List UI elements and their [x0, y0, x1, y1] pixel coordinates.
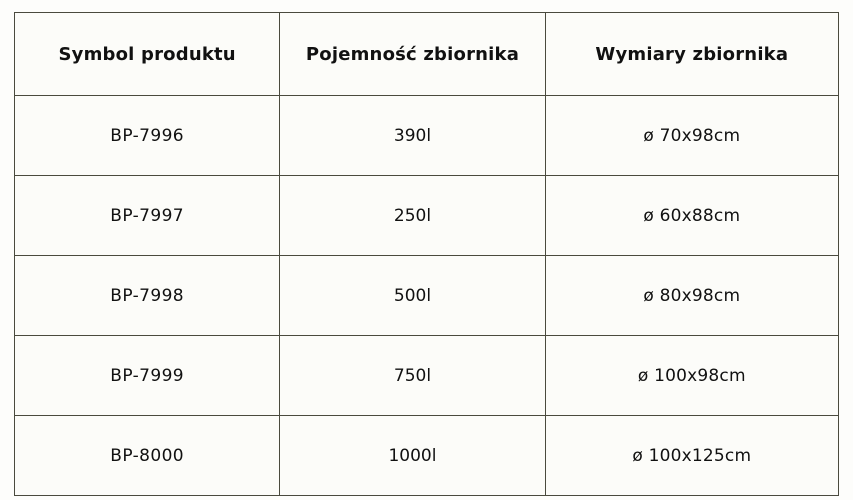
cell-symbol: BP-8000 — [15, 416, 280, 496]
cell-dimensions: ø 70x98cm — [545, 96, 838, 176]
cell-symbol: BP-7996 — [15, 96, 280, 176]
cell-symbol: BP-7998 — [15, 256, 280, 336]
table-row — [15, 256, 839, 336]
table-header — [15, 13, 839, 96]
column-header-symbol: Symbol produktu — [15, 13, 280, 96]
cell-capacity: 750l — [280, 336, 545, 416]
table-row — [15, 336, 839, 416]
cell-dimensions: ø 80x98cm — [545, 256, 838, 336]
product-specification-table — [14, 12, 839, 496]
column-header-capacity: Pojemność zbiornika — [280, 13, 545, 96]
cell-capacity: 390l — [280, 96, 545, 176]
cell-dimensions: ø 100x125cm — [545, 416, 838, 496]
cell-capacity: 500l — [280, 256, 545, 336]
cell-symbol: BP-7999 — [15, 336, 280, 416]
column-header-dimensions: Wymiary zbiornika — [545, 13, 838, 96]
cell-symbol: BP-7997 — [15, 176, 280, 256]
table-body — [15, 96, 839, 496]
table-row — [15, 96, 839, 176]
cell-capacity: 250l — [280, 176, 545, 256]
table-header-row — [15, 13, 839, 96]
cell-dimensions: ø 100x98cm — [545, 336, 838, 416]
table-row — [15, 416, 839, 496]
cell-capacity: 1000l — [280, 416, 545, 496]
table-row — [15, 176, 839, 256]
cell-dimensions: ø 60x88cm — [545, 176, 838, 256]
